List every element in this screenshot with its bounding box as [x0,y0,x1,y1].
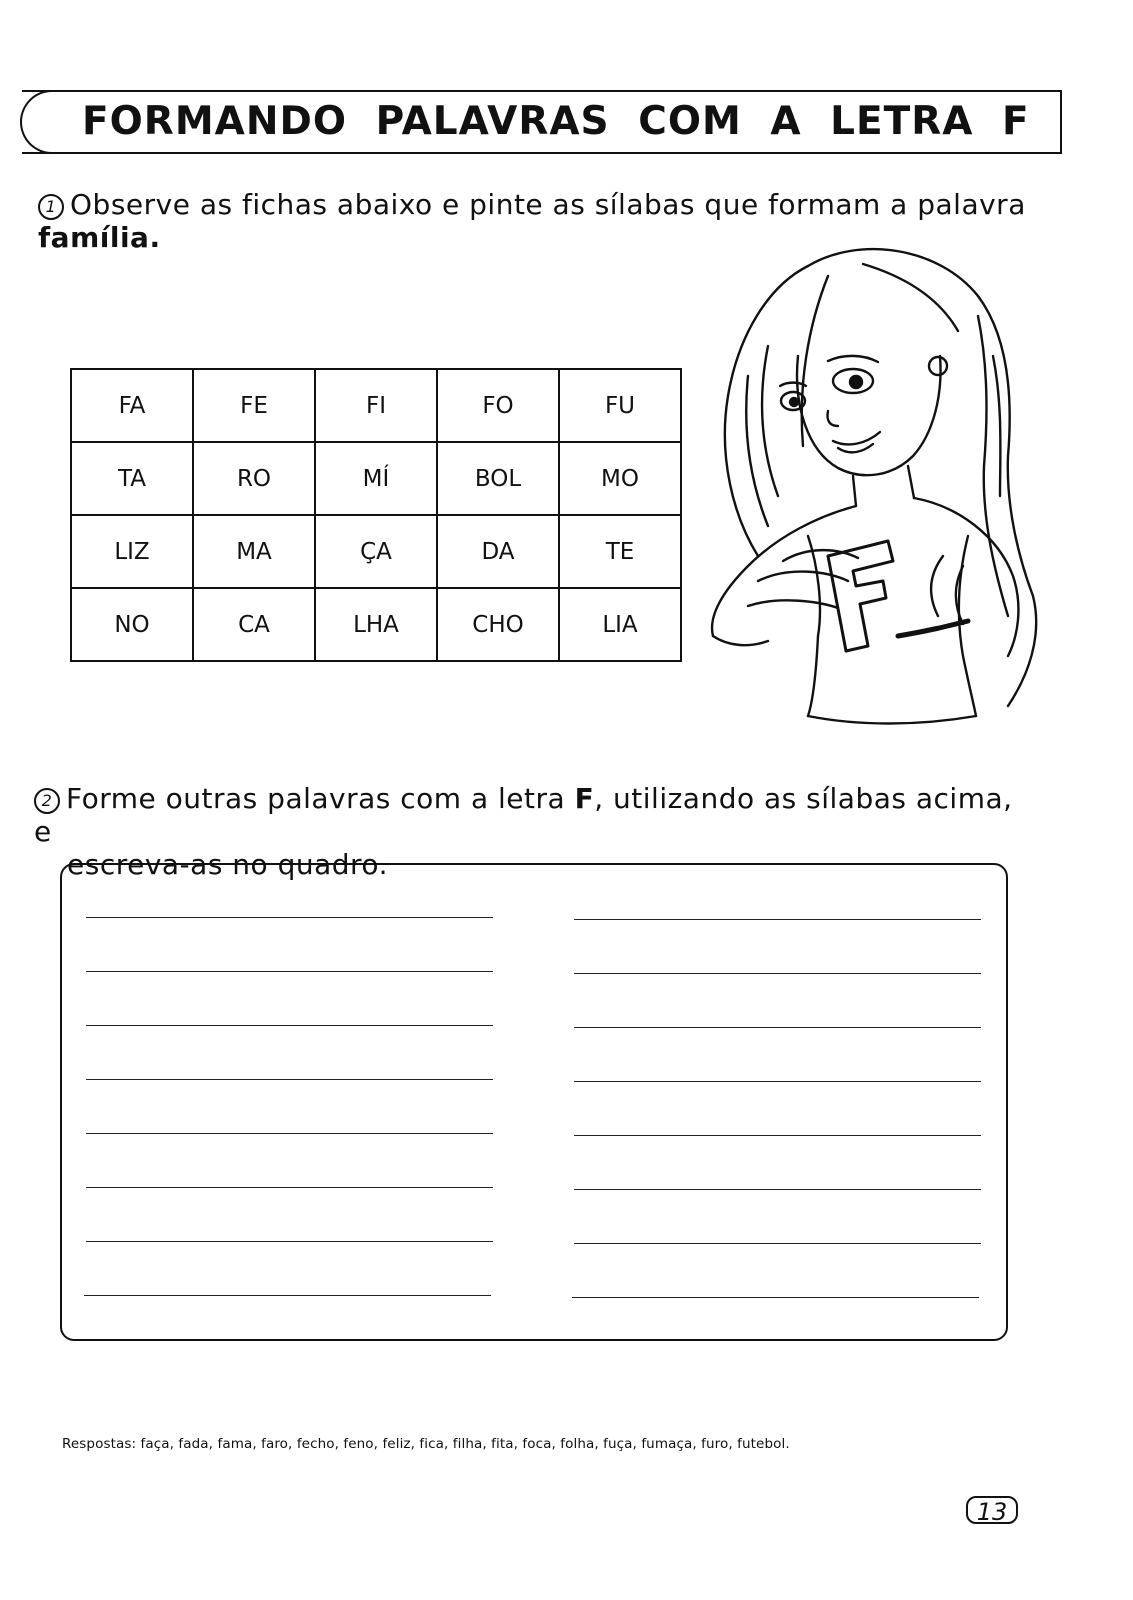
writing-line[interactable] [86,1025,493,1026]
syllable-cell[interactable]: MO [559,442,681,515]
question-2-number: 2 [34,788,60,814]
syllable-cell[interactable]: MA [193,515,315,588]
syllable-cell[interactable]: FI [315,369,437,442]
writing-line[interactable] [86,1133,493,1134]
syllable-cell[interactable]: ÇA [315,515,437,588]
girl-illustration [688,236,1048,736]
grid-row [71,588,681,661]
page-number: 13 [966,1496,1018,1524]
writing-line[interactable] [86,1079,493,1080]
writing-line[interactable] [86,1241,493,1242]
writing-line[interactable] [574,973,981,974]
grid-row [71,369,681,442]
syllable-cell[interactable]: MÍ [315,442,437,515]
writing-line[interactable] [574,1243,981,1244]
grid-row [71,515,681,588]
writing-line[interactable] [86,917,493,918]
page-title: FORMANDO PALAVRAS COM A LETRA F [82,99,1030,144]
writing-line[interactable] [574,919,981,920]
syllable-cell[interactable]: LHA [315,588,437,661]
syllable-cell[interactable]: CA [193,588,315,661]
syllable-cell[interactable]: FO [437,369,559,442]
question-1-text: Observe as fichas abaixo e pinte as sílabas que formam a palavra [70,188,1026,221]
syllable-cell[interactable]: RO [193,442,315,515]
question-2-text-c: escreva-as no quadro. [67,848,388,881]
syllable-cell[interactable]: FE [193,369,315,442]
syllable-cell[interactable]: BOL [437,442,559,515]
syllable-cell[interactable]: TE [559,515,681,588]
writing-line[interactable] [574,1081,981,1082]
writing-line[interactable] [574,1189,981,1190]
grid-row [71,442,681,515]
writing-line[interactable] [574,1027,981,1028]
answers-footnote: Respostas: faça, fada, fama, faro, fecho, feno, feliz, fica, filha, fita, foca, folha, fuça, fumaça, furo, futebol. [62,1436,790,1452]
writing-line[interactable] [86,971,493,972]
writing-line[interactable] [84,1295,491,1296]
writing-line[interactable] [86,1187,493,1188]
question-2-text-b: , utilizando as sílabas acima, e [34,782,1013,848]
writing-line[interactable] [574,1135,981,1136]
writing-box [60,863,1008,1341]
syllable-cell[interactable]: NO [71,588,193,661]
question-1-target-word: família. [38,221,161,254]
syllable-cell[interactable]: TA [71,442,193,515]
syllable-cell[interactable]: CHO [437,588,559,661]
writing-line[interactable] [572,1297,979,1298]
syllable-cell[interactable]: LIA [559,588,681,661]
question-2-text-a: Forme outras palavras com a letra [66,782,575,815]
syllable-grid [70,368,682,662]
syllable-cell[interactable]: LIZ [71,515,193,588]
syllable-cell[interactable]: FA [71,369,193,442]
syllable-cell[interactable]: DA [437,515,559,588]
question-2-letter: F [574,782,595,815]
syllable-cell[interactable]: FU [559,369,681,442]
question-1-number: 1 [38,194,64,220]
title-banner-curve [20,90,90,154]
